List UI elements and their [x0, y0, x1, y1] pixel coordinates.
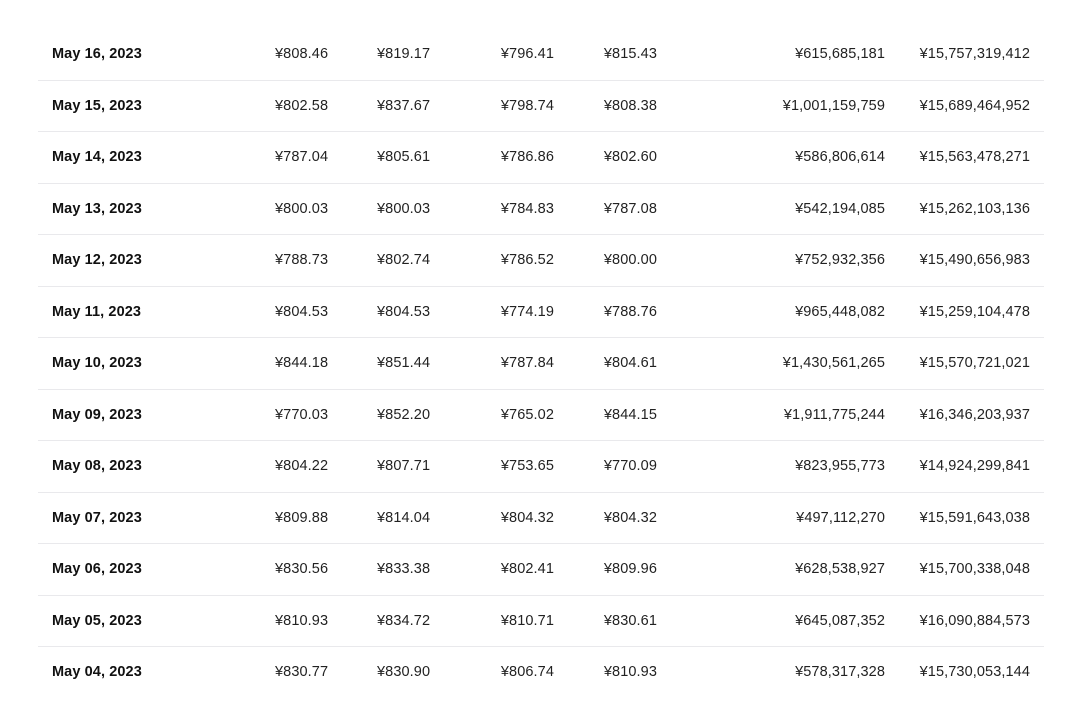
row-low-price: ¥753.65: [500, 458, 554, 474]
row-high-price: ¥830.90: [377, 664, 431, 680]
row-close-price: ¥844.15: [603, 406, 657, 423]
table-row: [38, 184, 1044, 236]
row-open-price: ¥844.18: [275, 355, 329, 371]
row-date: May 04, 2023: [52, 664, 142, 680]
row-close-price: ¥830.61: [603, 612, 657, 629]
row-volume: ¥497,112,270: [796, 509, 885, 526]
row-low-price: ¥804.32: [500, 509, 554, 526]
row-low-price: ¥798.74: [500, 97, 554, 114]
row-high-price: ¥802.74: [377, 252, 431, 268]
table-row: [38, 544, 1044, 596]
row-open-price: ¥809.88: [275, 509, 329, 526]
row-high-price: ¥805.61: [377, 149, 431, 165]
row-date: May 07, 2023: [52, 509, 142, 526]
row-open-price: ¥804.53: [275, 303, 329, 320]
row-high-price: ¥804.53: [377, 303, 431, 320]
row-market-cap: ¥15,689,464,952: [919, 97, 1030, 114]
row-high-price: ¥834.72: [377, 612, 431, 629]
row-date: May 15, 2023: [52, 97, 142, 114]
table-row: [38, 493, 1044, 545]
row-market-cap: ¥14,924,299,841: [919, 458, 1030, 474]
row-high-price: ¥814.04: [377, 509, 431, 526]
row-volume: ¥578,317,328: [795, 664, 885, 680]
row-market-cap: ¥15,570,721,021: [919, 355, 1030, 371]
row-date: May 05, 2023: [52, 612, 142, 629]
row-high-price: ¥819.17: [377, 46, 431, 62]
row-low-price: ¥796.41: [500, 46, 554, 62]
row-low-price: ¥786.52: [500, 252, 554, 268]
row-close-price: ¥804.61: [603, 355, 657, 371]
row-open-price: ¥802.58: [275, 97, 329, 114]
row-date: May 11, 2023: [52, 303, 142, 320]
row-close-price: ¥808.38: [603, 97, 657, 114]
row-low-price: ¥802.41: [500, 561, 554, 577]
row-date: May 16, 2023: [52, 46, 142, 62]
row-market-cap: ¥15,262,103,136: [919, 200, 1030, 217]
row-date: May 06, 2023: [52, 561, 142, 577]
row-date: May 12, 2023: [52, 252, 142, 268]
table-row: [38, 647, 1044, 699]
row-high-price: ¥852.20: [377, 406, 431, 423]
row-volume: ¥542,194,085: [795, 200, 885, 217]
row-market-cap: ¥15,757,319,412: [919, 46, 1030, 62]
row-open-price: ¥788.73: [275, 252, 329, 268]
row-date: May 09, 2023: [52, 406, 142, 423]
table-row: [38, 287, 1044, 339]
row-close-price: ¥770.09: [603, 458, 657, 474]
row-close-price: ¥800.00: [603, 252, 657, 268]
row-open-price: ¥808.46: [275, 46, 329, 62]
row-low-price: ¥806.74: [500, 664, 554, 680]
row-close-price: ¥810.93: [603, 664, 657, 680]
row-high-price: ¥807.71: [377, 458, 431, 474]
table-row: [38, 132, 1044, 184]
row-high-price: ¥851.44: [377, 355, 431, 371]
row-volume: ¥628,538,927: [795, 561, 885, 577]
table-row: [38, 338, 1044, 390]
row-low-price: ¥786.86: [500, 149, 554, 165]
row-volume: ¥752,932,356: [795, 252, 885, 268]
row-date: May 10, 2023: [52, 355, 142, 371]
row-open-price: ¥800.03: [275, 200, 329, 217]
row-open-price: ¥770.03: [275, 406, 329, 423]
row-close-price: ¥787.08: [603, 200, 657, 217]
row-high-price: ¥833.38: [377, 561, 431, 577]
row-date: May 13, 2023: [52, 200, 142, 217]
row-open-price: ¥830.77: [275, 664, 329, 680]
row-volume: ¥1,430,561,265: [782, 355, 885, 371]
row-high-price: ¥837.67: [377, 97, 431, 114]
row-market-cap: ¥15,490,656,983: [919, 252, 1030, 268]
table-row: [38, 390, 1044, 442]
row-volume: ¥645,087,352: [795, 612, 885, 629]
row-date: May 08, 2023: [52, 458, 142, 474]
row-open-price: ¥830.56: [275, 561, 329, 577]
table-row: [38, 81, 1044, 133]
row-volume: ¥1,001,159,759: [782, 97, 885, 114]
table-row: [38, 235, 1044, 287]
row-low-price: ¥787.84: [500, 355, 554, 371]
row-volume: ¥586,806,614: [795, 149, 885, 165]
row-close-price: ¥809.96: [603, 561, 657, 577]
row-open-price: ¥787.04: [275, 149, 329, 165]
row-volume: ¥615,685,181: [795, 46, 885, 62]
row-market-cap: ¥16,346,203,937: [919, 406, 1030, 423]
row-open-price: ¥810.93: [275, 612, 329, 629]
row-close-price: ¥788.76: [603, 303, 657, 320]
price-history-table: [38, 29, 1044, 699]
table-row: [38, 441, 1044, 493]
row-volume: ¥1,911,775,244: [783, 406, 885, 423]
row-market-cap: ¥15,730,053,144: [919, 664, 1030, 680]
row-date: May 14, 2023: [52, 149, 142, 165]
row-close-price: ¥804.32: [603, 509, 657, 526]
row-market-cap: ¥16,090,884,573: [919, 612, 1030, 629]
row-low-price: ¥765.02: [500, 406, 554, 423]
row-market-cap: ¥15,591,643,038: [919, 509, 1030, 526]
table-row: [38, 29, 1044, 81]
row-close-price: ¥802.60: [603, 149, 657, 165]
row-open-price: ¥804.22: [275, 458, 329, 474]
row-volume: ¥823,955,773: [795, 458, 885, 474]
row-high-price: ¥800.03: [377, 200, 431, 217]
row-market-cap: ¥15,563,478,271: [919, 149, 1030, 165]
row-close-price: ¥815.43: [603, 46, 657, 62]
table-row: [38, 596, 1044, 648]
row-market-cap: ¥15,700,338,048: [919, 561, 1030, 577]
row-market-cap: ¥15,259,104,478: [919, 303, 1030, 320]
row-low-price: ¥810.71: [500, 612, 554, 629]
row-low-price: ¥784.83: [500, 200, 554, 217]
row-volume: ¥965,448,082: [795, 303, 885, 320]
row-low-price: ¥774.19: [500, 303, 554, 320]
